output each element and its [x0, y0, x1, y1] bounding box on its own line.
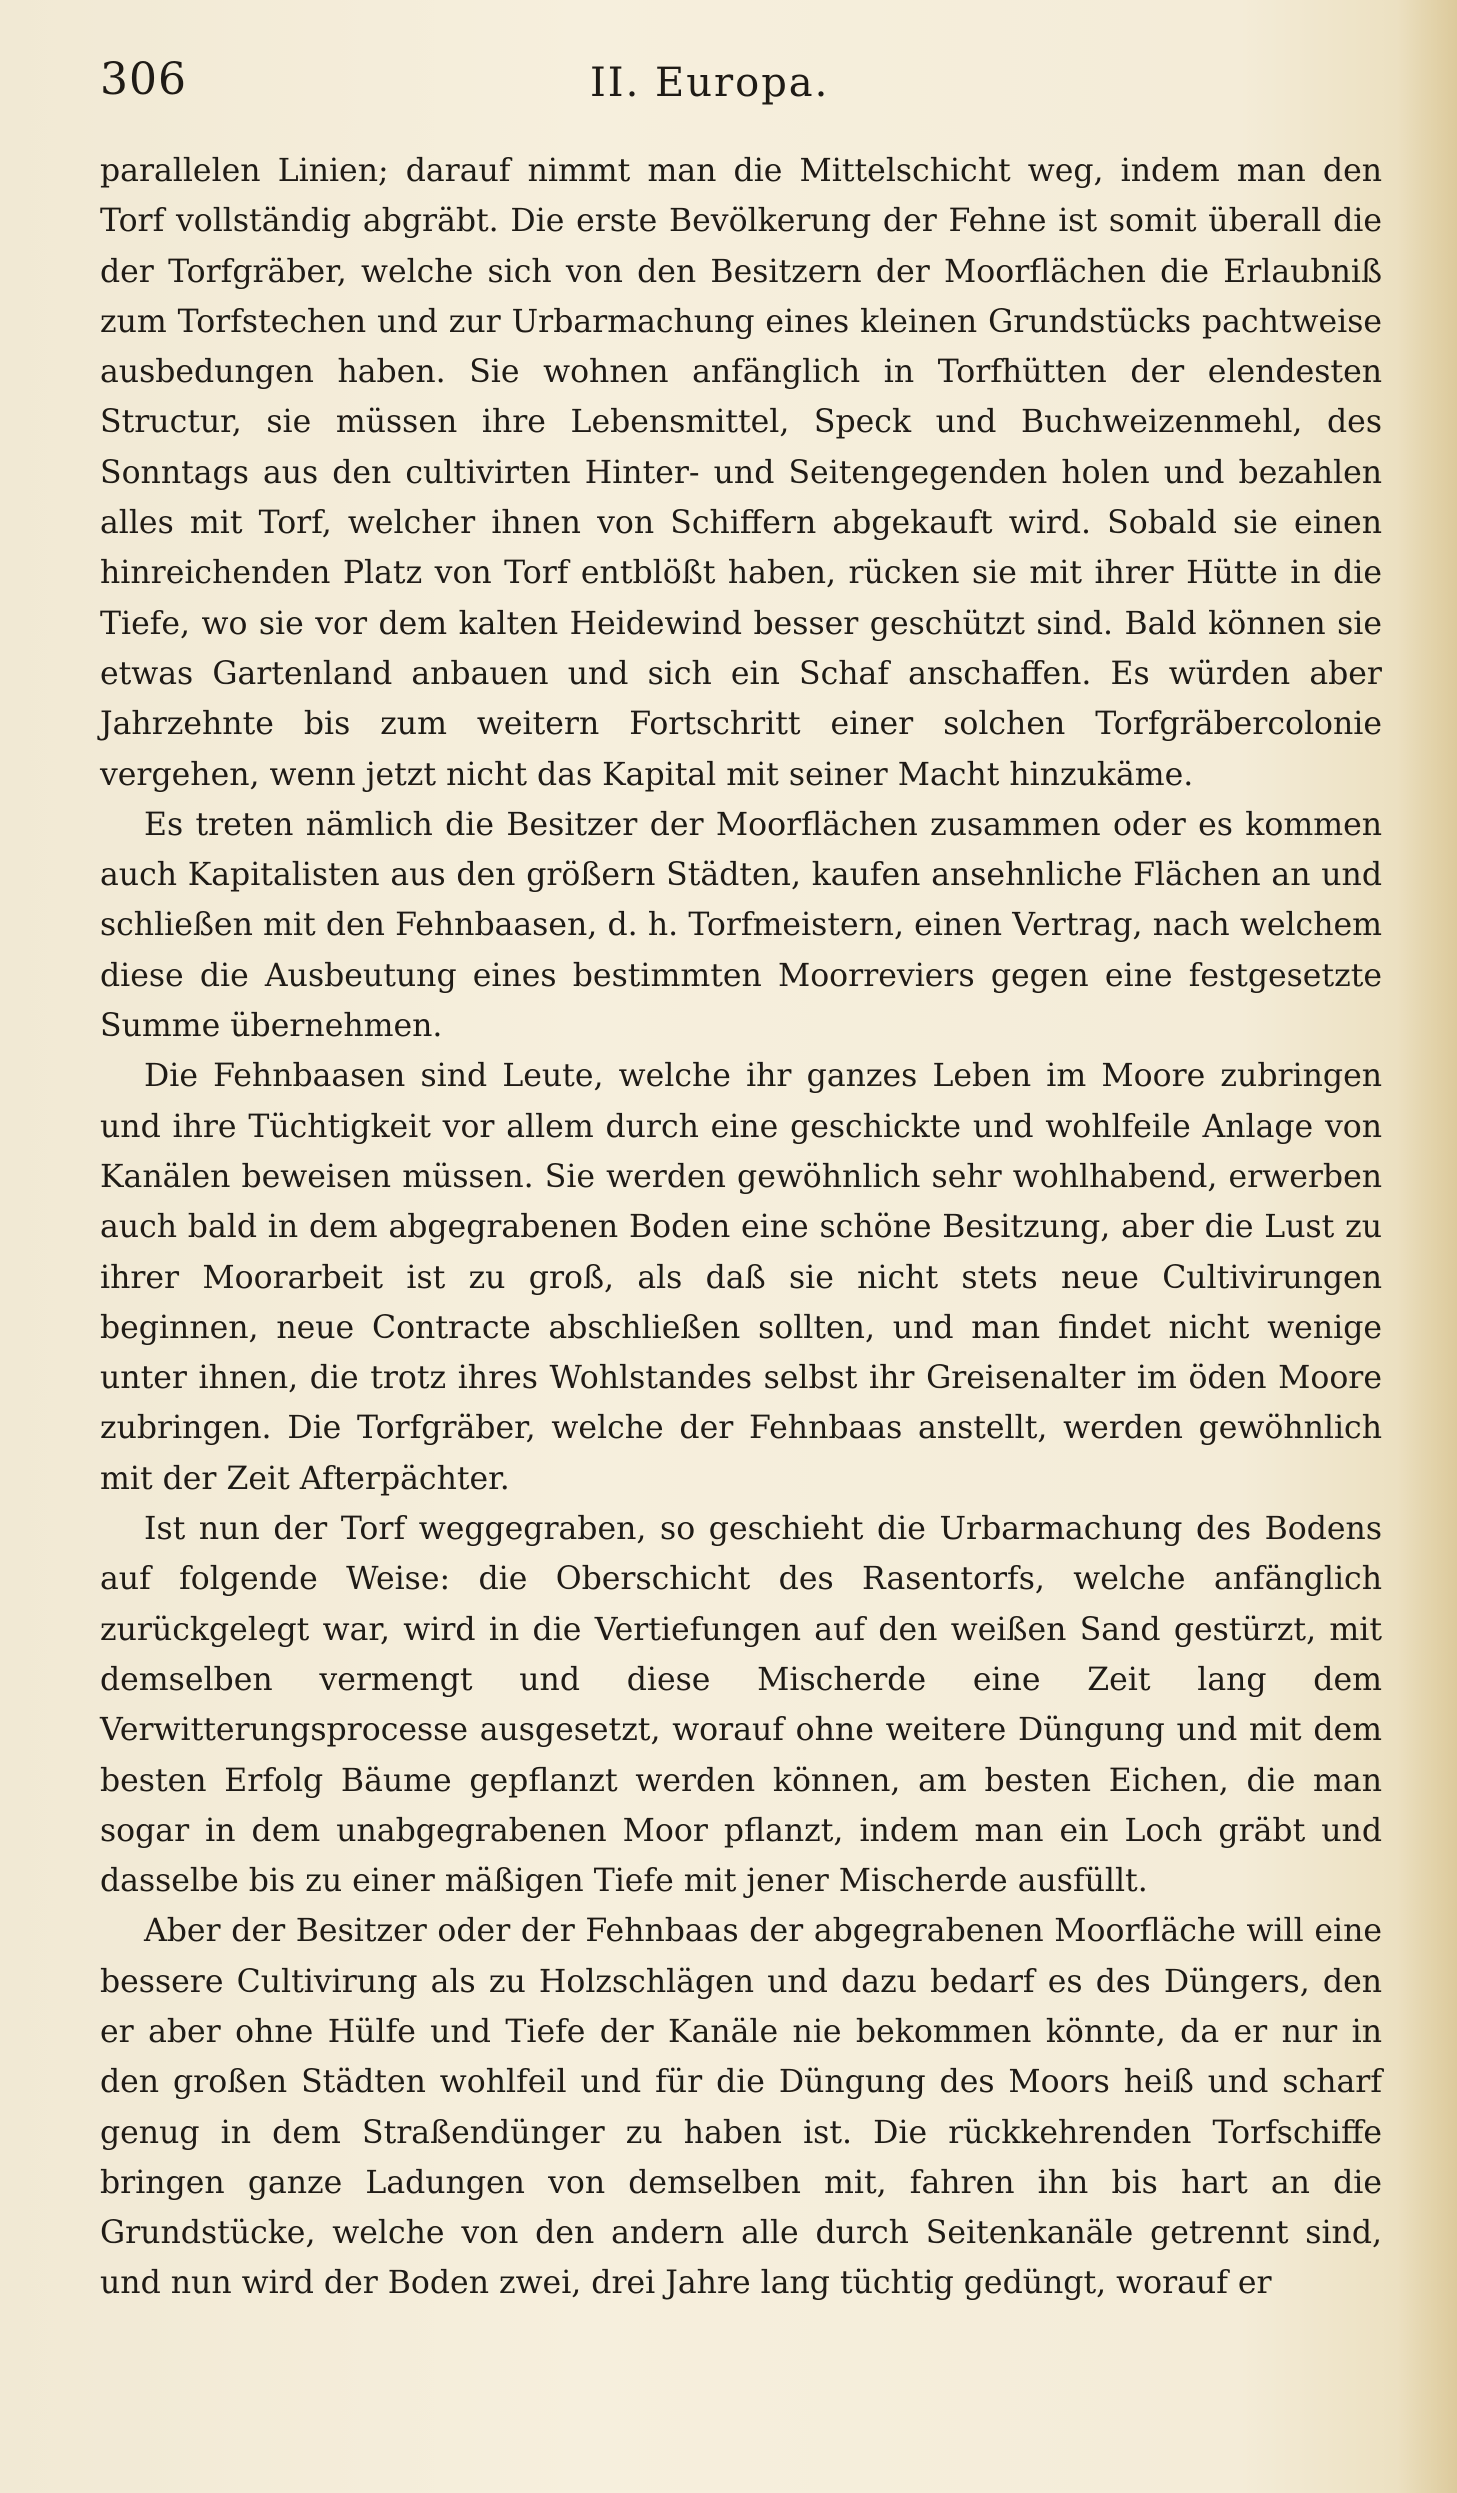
running-title: II. Europa. — [590, 60, 830, 106]
paragraph-5: Aber der Besitzer oder der Fehnbaas der abgegrabenen Moorfläche will eine bessere Cultivirung als zu Holzschlägen und dazu bedarf es des Düngers, den er aber ohne Hülfe und Tiefe der Kanäle nie bekommen könnte, da er nur in den großen Städten wohlfeil und für die Düngung des Moors heiß und scharf genug in dem Straßendünger zu haben ist. Die rückkehrenden Torfschiffe bringen ganze Ladungen von demselben mit, fahren ihn bis hart an die Grundstücke, welche von den andern alle durch Seitenkanäle getrennt sind, und nun wird der Boden zwei, drei Jahre lang tüchtig gedüngt, worauf er — [100, 1913, 1382, 2302]
page-edge-shadow — [1397, 0, 1457, 2493]
paragraph-2: Es treten nämlich die Besitzer der Moorflächen zusammen oder es kommen auch Kapitalisten aus den größern Städten, kaufen ansehnliche Flächen an und schließen mit den Fehnbaasen, d. h. Torfmeistern, einen Vertrag, nach welchem diese die Ausbeutung eines bestimmten Moorreviers gegen eine festgesetzte Summe übernehmen. — [100, 806, 1382, 1045]
paragraph-4: Ist nun der Torf weggegraben, so geschieht die Urbarmachung des Bodens auf folgende Weise: die Oberschicht des Rasentorfs, welche anfänglich zurückgelegt war, wird in die Vertiefungen auf den weißen Sand gestürzt, mit demselben vermengt und diese Mischerde eine Zeit lang dem Verwitterungsprocesse ausgesetzt, worauf ohne weitere Düngung und mit dem besten Erfolg Bäume gepflanzt werden können, am besten Eichen, die man sogar in dem unabgegrabenen Moor pflanzt, indem man ein Loch gräbt und dasselbe bis zu einer mäßigen Tiefe mit jener Mischerde ausfüllt. — [100, 1511, 1382, 1900]
page-header — [100, 54, 1380, 124]
body-text — [100, 146, 1382, 2309]
paragraph-1: parallelen Linien; darauf nimmt man die Mittelschicht weg, indem man den Torf vollständig abgräbt. Die erste Bevölkerung der Fehne ist somit überall die der Torfgräber, welche sich von den Besitzern der Moorflächen die Erlaubniß zum Torfstechen und zur Urbarmachung eines kleinen Grundstücks pachtweise ausbedungen haben. Sie wohnen anfänglich in Torfhütten der elendesten Structur, sie müssen ihre Lebensmittel, Speck und Buchweizenmehl, des Sonntags aus den cultivirten Hinter- und Seitengegenden holen und bezahlen alles mit Torf, welcher ihnen von Schiffern abgekauft wird. Sobald sie einen hinreichenden Platz von Torf entblößt haben, rücken sie mit ihrer Hütte in die Tiefe, wo sie vor dem kalten Heidewind besser geschützt sind. Bald können sie etwas Gartenland anbauen und sich ein Schaf anschaffen. Es würden aber Jahrzehnte bis zum weitern Fortschritt einer solchen Torfgräbercolonie vergehen, wenn jetzt nicht das Kapital mit seiner Macht hinzukäme. — [100, 153, 1382, 793]
page-number: 306 — [100, 54, 187, 105]
paragraph-3: Die Fehnbaasen sind Leute, welche ihr ganzes Leben im Moore zubringen und ihre Tüchtigkeit vor allem durch eine geschickte und wohlfeile Anlage von Kanälen beweisen müssen. Sie werden gewöhnlich sehr wohlhabend, erwerben auch bald in dem abgegrabenen Boden eine schöne Besitzung, aber die Lust zu ihrer Moorarbeit ist zu groß, als daß sie nicht stets neue Cultivirungen beginnen, neue Contracte abschließen sollten, und man findet nicht wenige unter ihnen, die trotz ihres Wohlstandes selbst ihr Greisenalter im öden Moore zubringen. Die Torfgräber, welche der Fehnbaas anstellt, werden gewöhnlich mit der Zeit Afterpächter. — [100, 1058, 1382, 1497]
